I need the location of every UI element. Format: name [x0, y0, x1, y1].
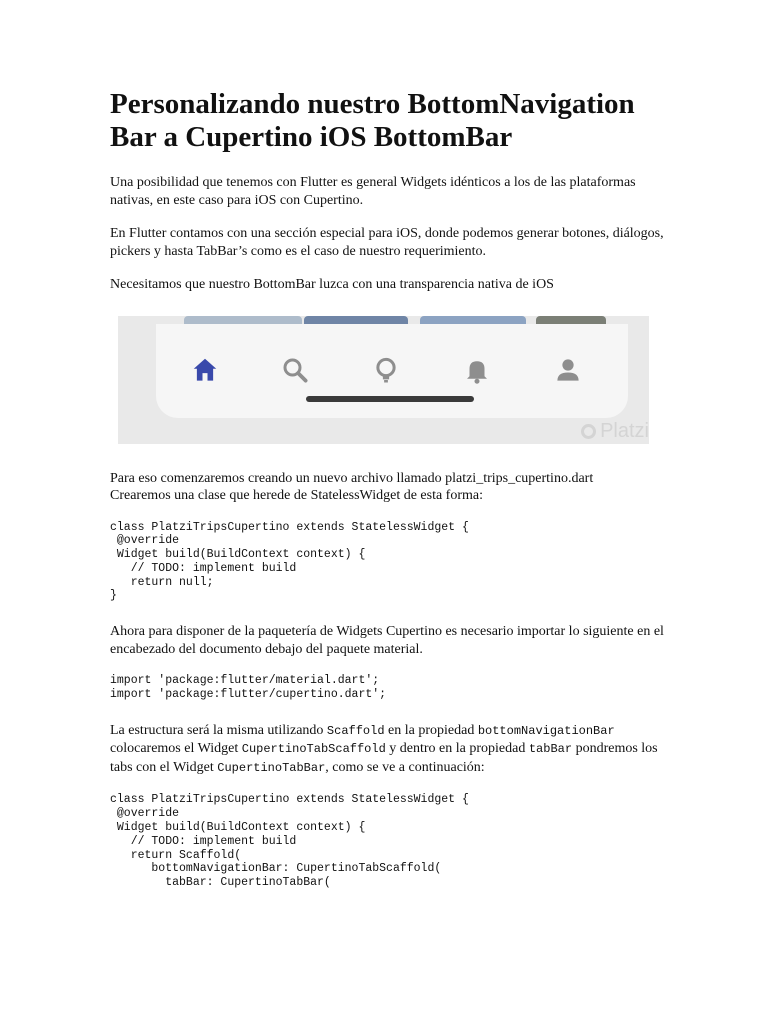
person-icon [553, 355, 583, 385]
platzi-watermark: Platzi [581, 420, 649, 444]
cupertino-tab-bar [156, 324, 628, 418]
lightbulb-icon [371, 355, 401, 385]
bell-icon [462, 355, 492, 385]
document-page [110, 88, 670, 910]
inline-code-cupertino-tab-bar: CupertinoTabBar [217, 760, 326, 775]
paragraph-structure: La estructura será la misma utilizando Scaffold en la propiedad bottomNavigationBar colocaremos el Widget CupertinoTabScaffold y dentro en la propiedad tabBar pondremos los tabs con el Widget CupertinoTabBar, como se ve a continuación: [110, 722, 658, 775]
inline-code-cupertino-tab-scaffold: CupertinoTabScaffold [241, 742, 386, 757]
paragraph-class-intro: Crearemos una clase que herede de StatelessWidget de esta forma: [110, 488, 484, 503]
content-thumbnails [184, 316, 649, 324]
inline-code-tab-bar: tabBar [528, 742, 573, 757]
paragraph-import-intro: Ahora para disponer de la paquetería de Widgets Cupertino es necesario importar lo siguiente en el encabezado del documento debajo del paquete material. [110, 624, 664, 657]
paragraph-file-name: Para eso comenzaremos creando un nuevo archivo llamado platzi_trips_cupertino.dart [110, 470, 594, 486]
inline-code-bottom-navigation-bar: bottomNavigationBar [477, 723, 615, 738]
paragraph-intro: Una posibilidad que tenemos con Flutter es general Widgets idénticos a los de las plataformas nativas, en este caso para iOS con Cupertino. [110, 175, 636, 208]
paragraph-transparency: Necesitamos que nuestro BottomBar luzca con una transparencia nativa de iOS [110, 277, 554, 292]
home-indicator [306, 396, 474, 402]
paragraph-flutter-ios: En Flutter contamos con una sección especial para iOS, donde podemos generar botones, diálogos, pickers y hasta TabBar’s como es el caso de nuestro requerimiento. [110, 226, 664, 259]
code-block-scaffold: class PlatziTripsCupertino extends StatelessWidget { @override Widget build(BuildContext context) { // TODO: implement build return Scaffold( bottomNavigationBar: CupertinoTabScaffold( tabBar: CupertinoTabBar( [110, 793, 469, 890]
code-block-class: class PlatziTripsCupertino extends StatelessWidget { @override Widget build(BuildContext context) { // TODO: implement build return null; } [110, 520, 469, 603]
inline-code-scaffold: Scaffold [326, 723, 385, 738]
bottom-bar-screenshot [118, 316, 649, 444]
search-icon [280, 355, 310, 385]
home-icon [190, 355, 220, 385]
code-block-imports: import 'package:flutter/material.dart'; import 'package:flutter/cupertino.dart'; [110, 674, 387, 702]
page-title: Personalizando nuestro BottomNavigation Bar a Cupertino iOS BottomBar [110, 88, 635, 153]
